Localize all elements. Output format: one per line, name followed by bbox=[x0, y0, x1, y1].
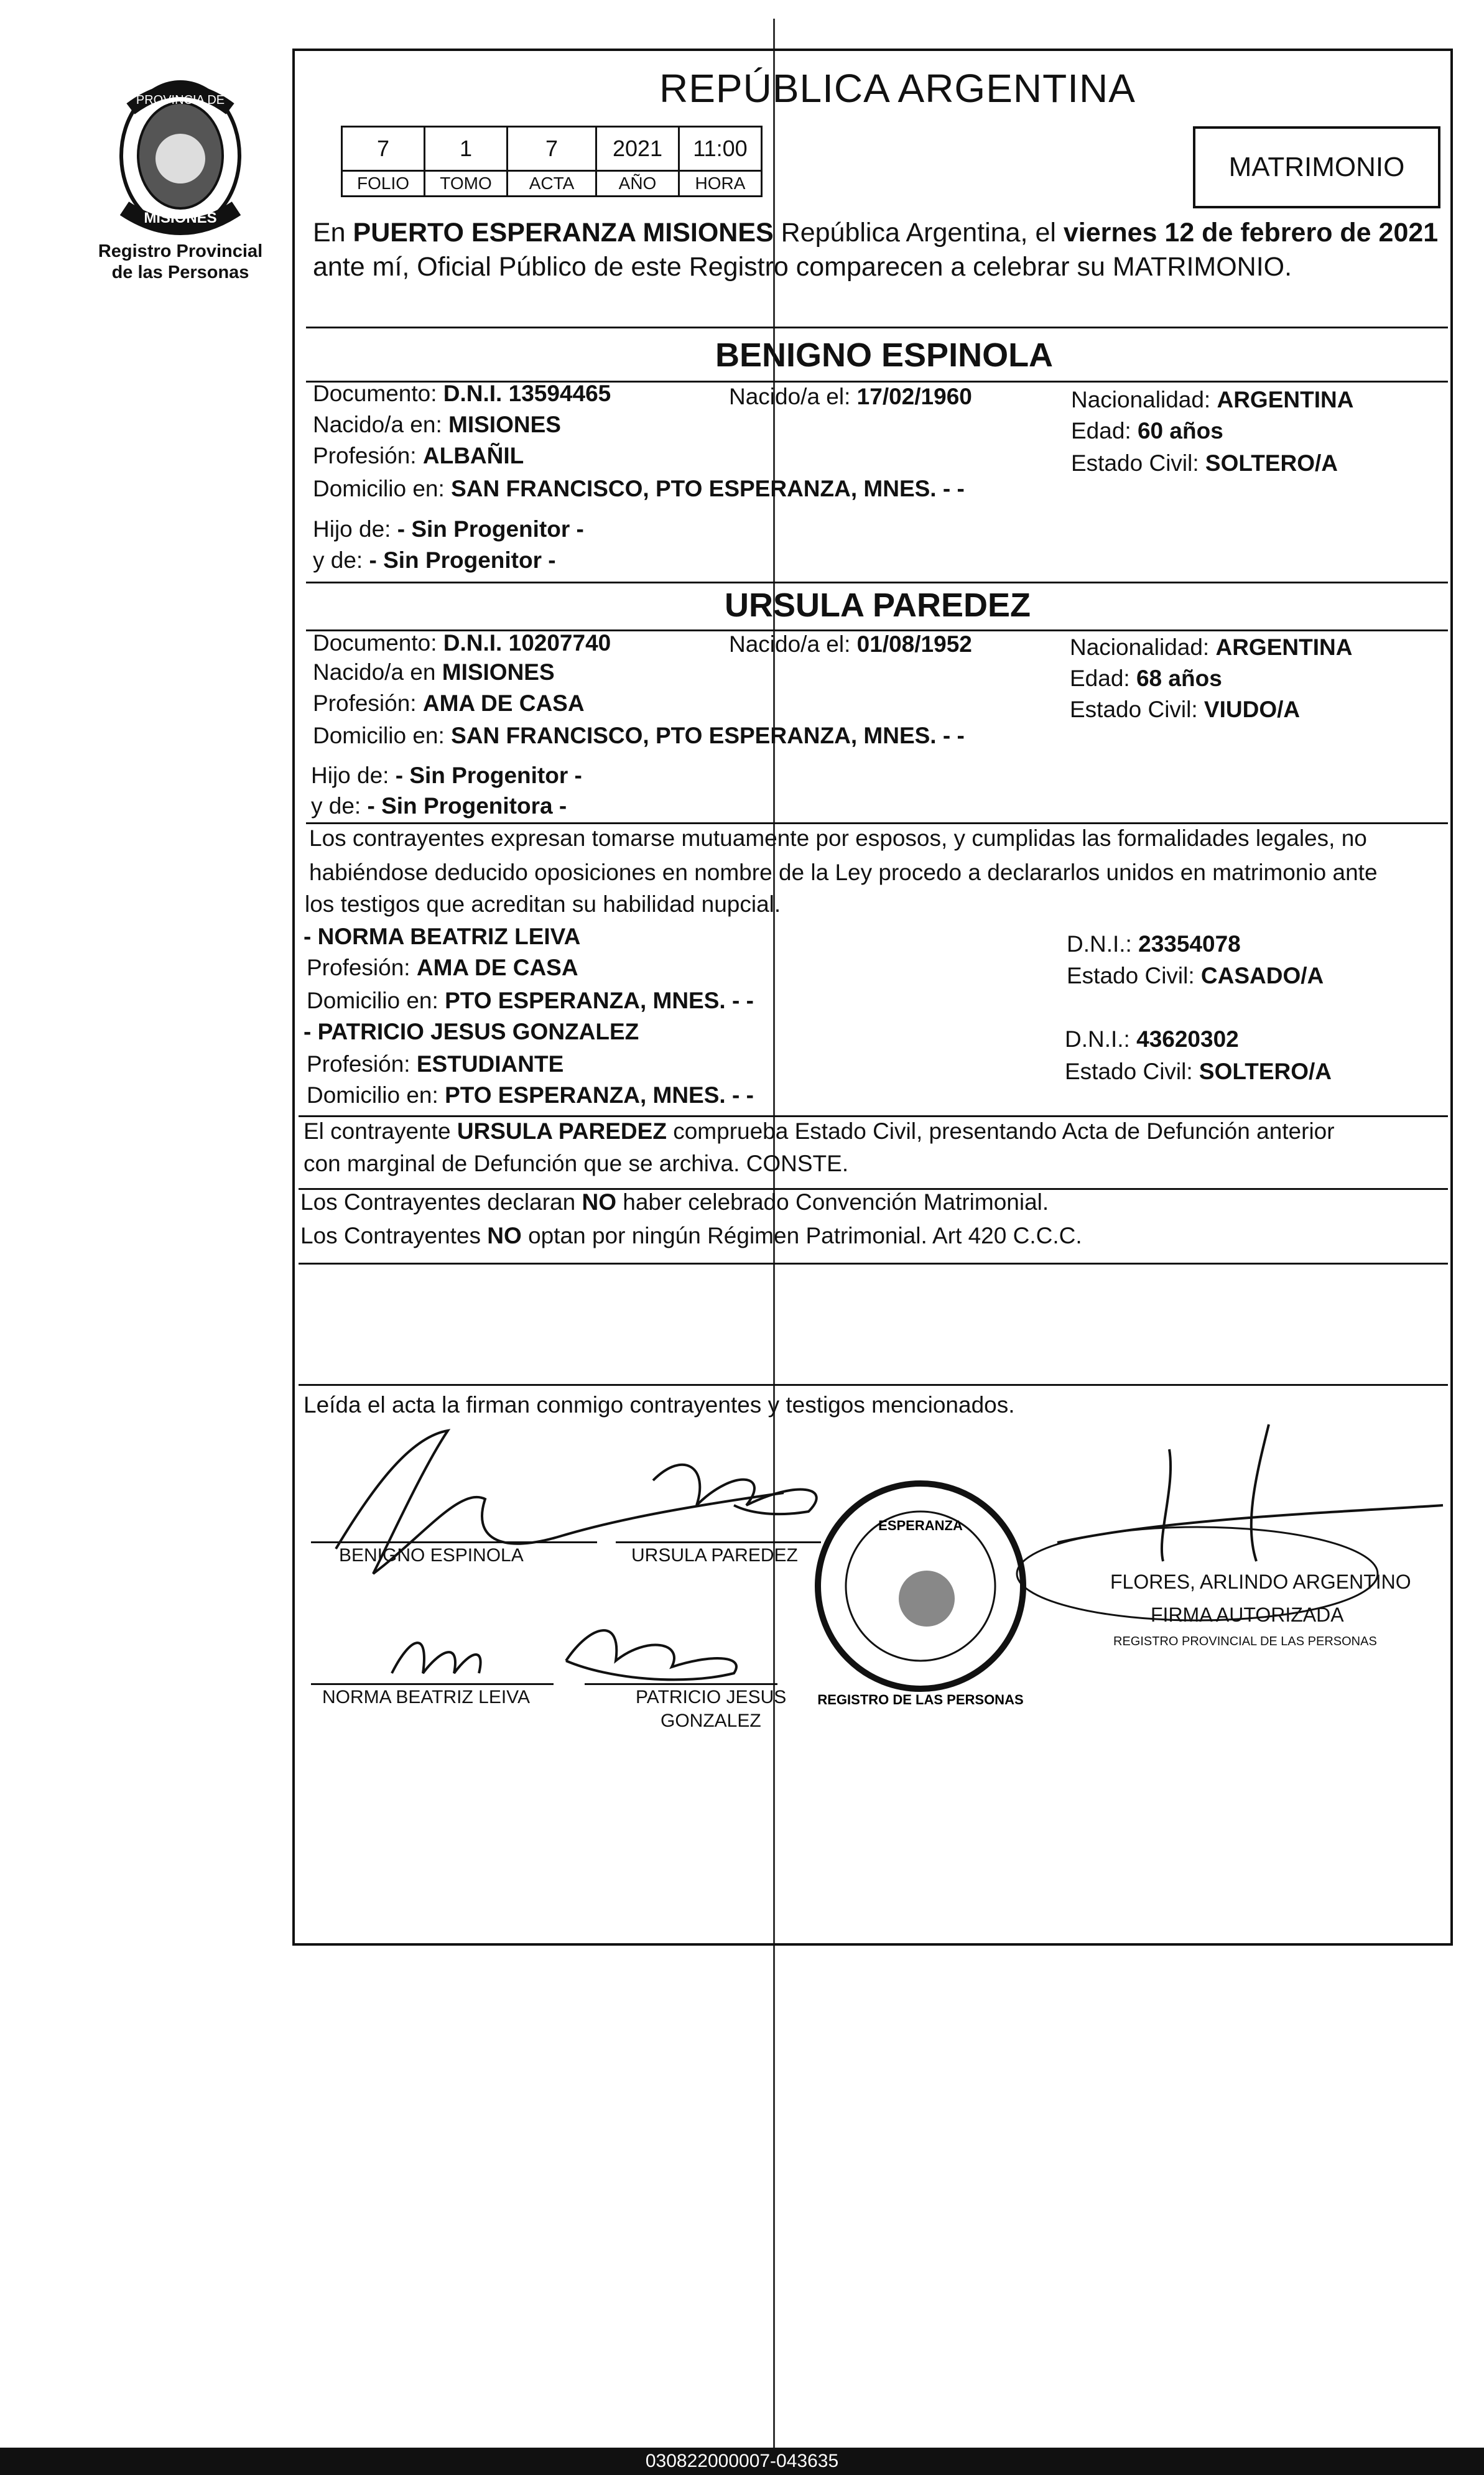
civil-status-note-line-1: El contrayente URSULA PAREDEZ comprueba Estado Civil, presentando Acta de Defunción anterior bbox=[304, 1118, 1335, 1144]
folio-label: FOLIO bbox=[342, 171, 425, 197]
declaration-line-1: Los contrayentes expresan tomarse mutuamente por esposos, y cumplidas las formalidades legales, no bbox=[309, 825, 1367, 851]
spouse2-mother: y de: - Sin Progenitora - bbox=[311, 793, 567, 819]
spouse2-signature-label: URSULA PAREDEZ bbox=[631, 1545, 798, 1566]
declaration-line-3: los testigos que acreditan su habilidad nupcial. bbox=[305, 891, 781, 917]
civil-status-note-line-2: con marginal de Defunción que se archiva. CONSTE. bbox=[304, 1151, 849, 1176]
tomo-value: 1 bbox=[425, 127, 508, 171]
registry-stamp-icon bbox=[817, 1484, 1023, 1707]
acta-label: ACTA bbox=[508, 171, 596, 197]
spouse1-age: Edad: 60 años bbox=[1071, 418, 1223, 443]
spouse1-name: BENIGNO ESPINOLA bbox=[715, 337, 1054, 374]
seal-bottom-text: MISIONES bbox=[144, 210, 217, 226]
spouse2-address: Domicilio en: SAN FRANCISCO, PTO ESPERANZA, MNES. - - bbox=[313, 723, 965, 748]
spouse1-birthdate: Nacido/a el: 17/02/1960 bbox=[729, 384, 972, 409]
stamp-arc-text: REGISTRO DE LAS PERSONAS bbox=[817, 1692, 1024, 1707]
logo-caption: Registro Provincial de las Personas bbox=[98, 241, 263, 282]
spouse2-document: Documento: D.N.I. 10207740 bbox=[313, 630, 611, 656]
official-role: FIRMA AUTORIZADA bbox=[1151, 1604, 1344, 1626]
witness2-name: - PATRICIO JESUS GONZALEZ bbox=[304, 1019, 639, 1044]
signature-line bbox=[585, 1683, 777, 1685]
rule bbox=[306, 582, 1448, 583]
witness2-signature-label-1: PATRICIO JESUS bbox=[636, 1687, 787, 1707]
declaration-line-2: habiéndose deducido oposiciones en nombre de la Ley procedo a declararlos unidos en matrimonio ante bbox=[309, 860, 1378, 885]
witness2-address: Domicilio en: PTO ESPERANZA, MNES. - - bbox=[307, 1082, 754, 1108]
spouse2-name: URSULA PAREDEZ bbox=[725, 587, 1031, 624]
hora-value: 11:00 bbox=[679, 127, 762, 171]
spouse1-profession: Profesión: ALBAÑIL bbox=[313, 443, 524, 468]
spouse2-nationality: Nacionalidad: ARGENTINA bbox=[1070, 634, 1353, 660]
signature-line bbox=[311, 1683, 554, 1685]
spouse2-civil-status: Estado Civil: VIUDO/A bbox=[1070, 697, 1301, 722]
spouse2-birthdate: Nacido/a el: 01/08/1952 bbox=[729, 631, 972, 657]
registry-logo bbox=[87, 72, 274, 295]
spouse1-mother: y de: - Sin Progenitor - bbox=[313, 547, 556, 573]
witness1-name: - NORMA BEATRIZ LEIVA bbox=[304, 924, 581, 949]
witness1-signature-scribble bbox=[392, 1643, 481, 1673]
rule bbox=[306, 822, 1448, 824]
tomo-label: TOMO bbox=[425, 171, 508, 197]
rule bbox=[306, 327, 1448, 328]
spouse2-signature-scribble bbox=[653, 1465, 817, 1514]
witness2-signature-scribble bbox=[566, 1630, 736, 1679]
hora-label: HORA bbox=[679, 171, 762, 197]
witness1-dni: D.N.I.: 23354078 bbox=[1067, 931, 1241, 957]
record-type-box: MATRIMONIO bbox=[1193, 126, 1440, 208]
witness1-civil-status: Estado Civil: CASADO/A bbox=[1067, 963, 1324, 988]
record-meta-table bbox=[341, 126, 763, 197]
signature-line bbox=[616, 1541, 821, 1543]
intro-line-2: ante mí, Oficial Público de este Registro comparecen a celebrar su MATRIMONIO. bbox=[313, 252, 1292, 282]
spouse1-birthplace: Nacido/a en: MISIONES bbox=[313, 412, 561, 437]
signatures-intro: Leída el acta la firman conmigo contrayentes y testigos mencionados. bbox=[304, 1392, 1015, 1418]
witness2-profession: Profesión: ESTUDIANTE bbox=[307, 1051, 564, 1077]
witness2-signature-label-2: GONZALEZ bbox=[661, 1711, 761, 1731]
province-seal-icon bbox=[87, 72, 274, 239]
spouse2-birthplace: Nacido/a en MISIONES bbox=[313, 659, 555, 685]
acta-value: 7 bbox=[508, 127, 596, 171]
anio-label: AÑO bbox=[596, 171, 679, 197]
signature-line bbox=[311, 1541, 597, 1543]
witness1-signature-label: NORMA BEATRIZ LEIVA bbox=[322, 1687, 530, 1707]
document-barcode-footer: 030822000007-043635 bbox=[0, 2448, 1484, 2475]
spouse1-document: Documento: D.N.I. 13594465 bbox=[313, 381, 611, 406]
official-name: FLORES, ARLINDO ARGENTINO bbox=[1110, 1571, 1411, 1593]
spouse2-profession: Profesión: AMA DE CASA bbox=[313, 690, 585, 716]
spouse1-nationality: Nacionalidad: ARGENTINA bbox=[1071, 387, 1354, 412]
witness2-civil-status: Estado Civil: SOLTERO/A bbox=[1065, 1059, 1332, 1084]
seal-top-text: PROVINCIA DE bbox=[136, 93, 225, 107]
stamp-city-text: ESPERANZA bbox=[878, 1518, 963, 1533]
spouse1-signature-label: BENIGNO ESPINOLA bbox=[339, 1545, 524, 1566]
spouse2-father: Hijo de: - Sin Progenitor - bbox=[311, 763, 582, 788]
anio-value: 2021 bbox=[596, 127, 679, 171]
witness2-dni: D.N.I.: 43620302 bbox=[1065, 1026, 1239, 1052]
folio-value: 7 bbox=[342, 127, 425, 171]
rule bbox=[299, 1384, 1448, 1386]
spouse1-father: Hijo de: - Sin Progenitor - bbox=[313, 516, 584, 542]
rule bbox=[299, 1115, 1448, 1117]
rule bbox=[299, 1263, 1448, 1265]
official-office: REGISTRO PROVINCIAL DE LAS PERSONAS bbox=[1113, 1635, 1377, 1648]
spouse1-address: Domicilio en: SAN FRANCISCO, PTO ESPERANZA, MNES. - - bbox=[313, 476, 965, 501]
spouse1-civil-status: Estado Civil: SOLTERO/A bbox=[1071, 450, 1338, 476]
witness1-address: Domicilio en: PTO ESPERANZA, MNES. - - bbox=[307, 988, 754, 1013]
convention-line: Los Contrayentes declaran NO haber celebrado Convención Matrimonial. bbox=[300, 1189, 1049, 1215]
spouse2-age: Edad: 68 años bbox=[1070, 666, 1222, 691]
witness1-profession: Profesión: AMA DE CASA bbox=[307, 955, 578, 980]
page-title: REPÚBLICA ARGENTINA bbox=[659, 66, 1136, 111]
official-signature-scribble bbox=[1057, 1424, 1443, 1561]
patrimonial-regime-line: Los Contrayentes NO optan por ningún Régimen Patrimonial. Art 420 C.C.C. bbox=[300, 1223, 1082, 1248]
intro-line-1: En PUERTO ESPERANZA MISIONES República Argentina, el viernes 12 de febrero de 2021 bbox=[313, 218, 1439, 248]
